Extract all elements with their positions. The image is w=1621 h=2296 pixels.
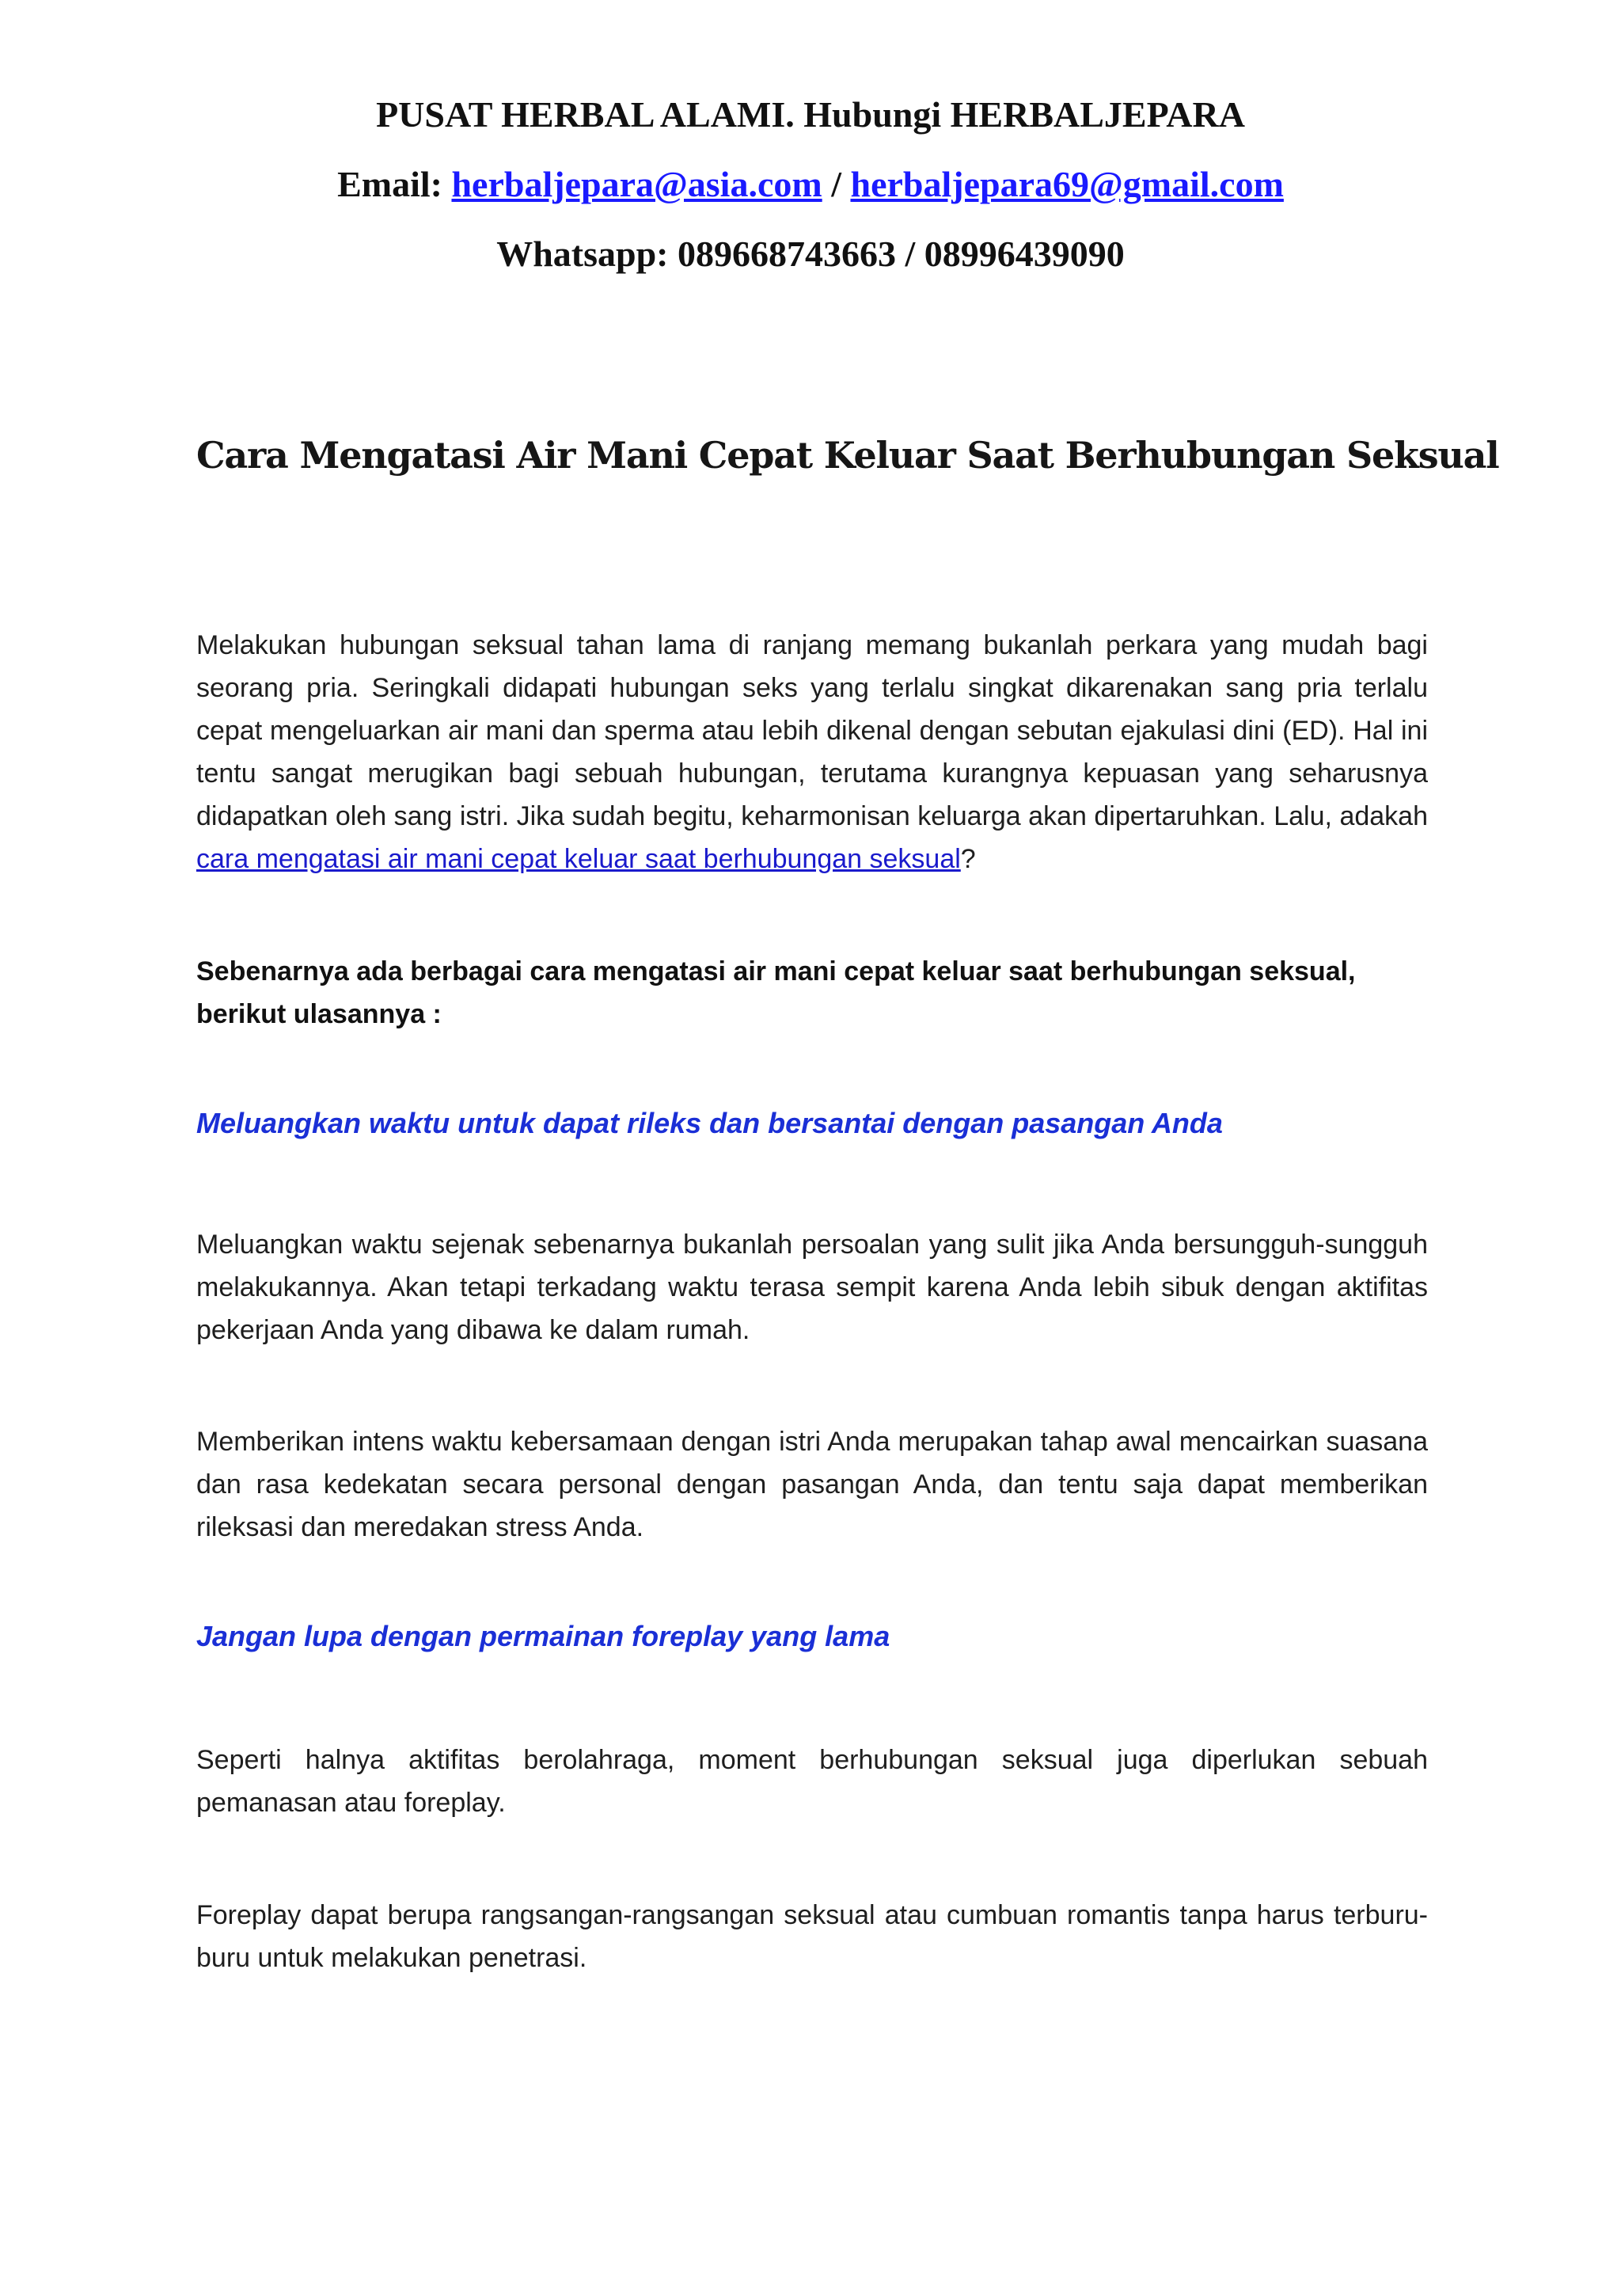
header-company-line: PUSAT HERBAL ALAMI. Hubungi HERBALJEPARA [376,94,1245,135]
section-2-paragraph-1: Seperti halnya aktifitas berolahraga, moment berhubungan seksual juga diperlukan sebuah pemanasan atau foreplay. [196,1745,1428,1818]
email-label: Email: [337,164,442,204]
section-heading-1: Meluangkan waktu untuk dapat rileks dan bersantai dengan pasangan Anda [196,1107,1223,1139]
header-whatsapp-line: Whatsapp: 089668743663 / 08996439090 [496,234,1125,274]
section-heading-2: Jangan lupa dengan permainan foreplay yang lama [196,1620,890,1652]
intro-text: Melakukan hubungan seksual tahan lama di ranjang memang bukanlah perkara yang mudah bagi seorang pria. Seringkali didapati hubungan seks yang terlalu singkat dikarenakan sang pria terlalu cepat mengeluarkan air mani dan sperma atau lebih dikenal dengan sebutan ejakulasi dini (ED). Hal ini tentu sangat merugikan bagi sebuah hubungan, terutama kurangnya kepuasan yang seharusnya didapatkan oleh sang istri. Jika sudah begitu, keharmonisan keluarga akan dipertaruhkan. Lalu, adakah [196,630,1428,831]
intro-article-link[interactable]: cara mengatasi air mani cepat keluar saat berhubungan seksual [196,844,961,874]
header-email-line [0,163,1621,205]
intro-end: ? [960,844,976,874]
lead-paragraph: Sebenarnya ada berbagai cara mengatasi air mani cepat keluar saat berhubungan seksual, berikut ulasannya : [196,956,1356,1029]
intro-paragraph [196,624,1428,880]
page-title: Cara Mengatasi Air Mani Cepat Keluar Saat Berhubungan Seksual [196,434,1499,477]
email-link-gmail[interactable]: herbaljepara69@gmail.com [850,164,1284,204]
email-separator: / [831,164,841,204]
section-2-paragraph-2: Foreplay dapat berupa rangsangan-rangsangan seksual atau cumbuan romantis tanpa harus terburu-buru untuk melakukan penetrasi. [196,1900,1428,1973]
section-1-paragraph-1: Meluangkan waktu sejenak sebenarnya bukanlah persoalan yang sulit jika Anda bersungguh-sungguh melakukannya. Akan tetapi terkadang waktu terasa sempit karena Anda lebih sibuk dengan aktifitas pekerjaan Anda yang dibawa ke dalam rumah. [196,1230,1428,1345]
email-link-asia[interactable]: herbaljepara@asia.com [451,164,822,204]
section-1-paragraph-2: Memberikan intens waktu kebersamaan dengan istri Anda merupakan tahap awal mencairkan suasana dan rasa kedekatan secara personal dengan pasangan Anda, dan tentu saja dapat memberikan rileksasi dan meredakan stress Anda. [196,1427,1428,1542]
